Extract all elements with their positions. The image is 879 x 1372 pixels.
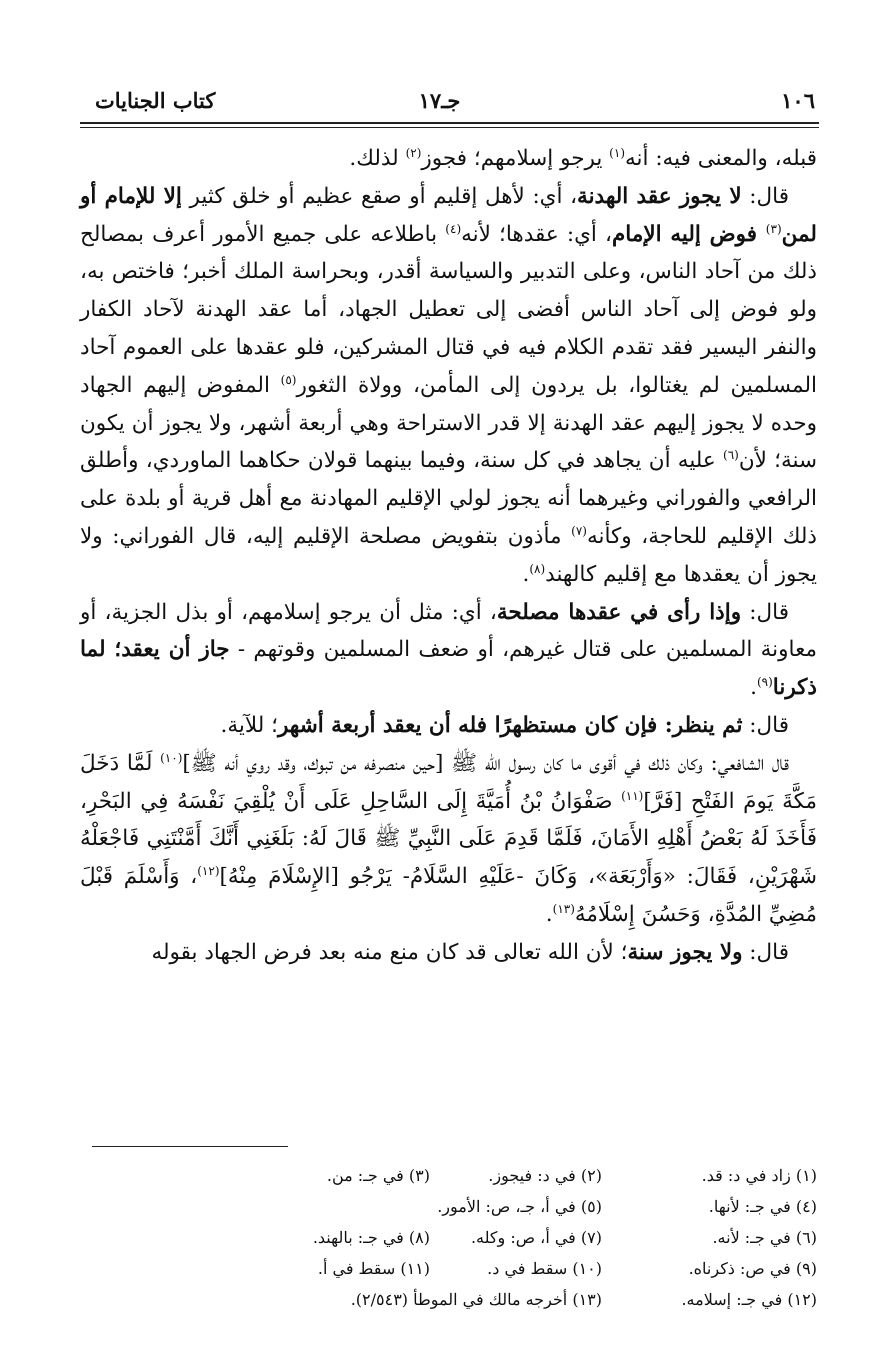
footnote: (١٠) سقط في د. <box>487 1259 602 1278</box>
commentary-text: يرجو إسلامهم؛ فجوز <box>421 146 610 171</box>
footnote-marker: (١١) <box>621 788 644 803</box>
commentary-text: . <box>545 901 553 927</box>
footnote-marker: (١٠) <box>160 750 183 765</box>
footnotes <box>57 1160 817 1315</box>
footnote: (١٣) أخرجه مالك في الموطأ (٢/٥٤٣). <box>350 1290 602 1309</box>
footnote-separator <box>92 1146 288 1147</box>
footnote-row <box>57 1284 817 1315</box>
page-number: ١٠٦ <box>781 88 815 113</box>
footnote-marker: (٢) <box>405 145 422 160</box>
footnote: (٣) في جـ: من. <box>326 1166 430 1185</box>
commentary-text: ، أي: لأهل إقليم أو صقع عظيم أو خلق كثير <box>181 183 578 209</box>
commentary-text: قبله، والمعنى فيه: أنه <box>625 146 817 171</box>
footnote-marker: (١٣) <box>552 901 575 916</box>
paragraph <box>80 745 817 934</box>
footnote: (٧) في أ، ص: وكله. <box>470 1228 602 1247</box>
matn-text: وإذا رأى في عقدها مصلحة <box>496 599 742 625</box>
commentary-text: ، وَأَسْلَمَ قَبْلَ مُضِيِّ المُدَّةِ، وَحَسُنَ إِسْلَامُهُ <box>80 864 817 927</box>
commentary-text: صَفْوَانُ بْنُ أُمَيَّةَ إِلَى السَّاحِلِ عَلَى أَنْ يُلْقِيَ نَفْسَهُ فِي البَحْرِ، فَأَخَذَ لَهُ بَعْضُ أَهْلِهِ الأَمَانَ، فَلَمَّا قَدِمَ عَلَى النَّبِيِّ ﷺ قَالَ لَهُ: بَلَغَنِي أَنَّكَ أَمَّنْتَنِي فَاجْعَلْهُ شَهْرَيْنِ، فَقَالَ: «وَأَرْبَعَة»، وَكَانَ -عَلَيْهِ السَّلَامُ- يَرْجُو [الإِسْلَامَ مِنْهُ] <box>80 788 817 890</box>
header-rule-thin <box>80 127 819 128</box>
matn-text: ثم ينظر: فإن كان مستظهرًا فله أن يعقد أربعة أشهر <box>277 712 743 738</box>
footnote-row <box>57 1222 817 1253</box>
commentary-text: ؛ لأن الله تعالى قد كان منع منه بعد فرض الجهاد بقوله <box>151 939 628 965</box>
footnote-marker: (٥) <box>280 372 297 387</box>
commentary-text: باطلاعه على جميع الأمور أعرف بمصالح ذلك من آحاد الناس، وعلى التدبير والسياسة أقدر، وبحراسة الملك أخبر؛ فاختص به، ولو فوض إلى آحاد الناس أفضى إلى تعطيل الجهاد، أما عقد الهدنة لآحاد الكفار والنفر اليسير فقد تقدم الكلام فيه في قتال المشركين، فلو عقدها على العموم آحاد المسلمين لم يغتالوا، بل يردون إلى المأمن، وولاة الثغور <box>80 221 817 398</box>
commentary-text: مأذون بتفويض مصلحة الإقليم إليه، قال الفوراني: ولا يجوز أن يعقدها مع إقليم كالهند <box>80 523 817 587</box>
footnote: (٤) في جـ: لأنها. <box>708 1197 817 1216</box>
footnote-marker: (١٢) <box>197 863 220 878</box>
footnote-row <box>57 1160 817 1191</box>
paragraph <box>80 140 817 178</box>
paragraph <box>80 594 817 707</box>
matn-text: إلا للإمام أو لمن <box>80 183 817 247</box>
commentary-text: المفوض إليهم الجهاد وحده لا يجوز إليهم عقد الهدنة إلا قدر الاستراحة وهي أربعة أشهر، ولا يجوز أن يكون سنة؛ لأن <box>80 372 818 474</box>
commentary-text: قال الشافعي: وكان ذلك في أقوى ما كان رسول الله ﷺ [حين منصرفه من تبوك، وقد روي أنه ﷺ] <box>182 750 789 776</box>
footnote: (٩) في ص: ذكرناه. <box>688 1259 817 1278</box>
commentary-text: ؛ للآية. <box>220 712 278 738</box>
footnote: (٦) في جـ: لأنه. <box>712 1228 817 1247</box>
commentary-text: عليه أن يجاهد في كل سنة، وفيما بينهما قولان حكاهما الماوردي، وأطلق الرافعي والفوراني وغيرهما أنه يجوز لولي الإقليم المهادنة مع أهل قرية أو بلدة على ذلك الإقليم للحاجة، وكأنه <box>80 448 817 549</box>
header-rule-thick <box>80 122 819 124</box>
footnote: (١١) سقط في أ. <box>317 1259 430 1278</box>
footnote: (٨) في جـ: بالهند. <box>312 1228 430 1247</box>
footnote-marker: (١) <box>609 145 625 160</box>
paragraph <box>80 707 817 745</box>
paragraph <box>80 934 817 972</box>
footnote-marker: (٧) <box>571 523 587 538</box>
footnote-row <box>57 1253 817 1284</box>
running-title: كتاب الجنايات <box>95 88 216 113</box>
commentary-text: قال: <box>742 939 789 965</box>
footnote-marker: (٣) <box>765 221 782 236</box>
matn-text: فوض إليه الإمام <box>611 221 766 247</box>
commentary-text: . <box>522 561 530 587</box>
matn-text: جاز أن يعقد؛ لما ذكرنا <box>80 637 817 701</box>
main-text <box>80 140 817 972</box>
footnote: (١) زاد في د: قد. <box>701 1166 817 1185</box>
matn-text: لا يجوز عقد الهدنة <box>577 183 742 209</box>
commentary-text: لذلك. <box>349 146 406 171</box>
footnote: (٢) في د: فيجوز. <box>488 1166 602 1185</box>
footnote <box>170 1191 430 1222</box>
commentary-text: قال: <box>742 712 789 738</box>
footnote-marker: (٤) <box>445 221 462 236</box>
commentary-text: . <box>750 675 757 701</box>
volume-label: جـ١٧ <box>418 88 461 113</box>
commentary-text: قال: <box>741 599 789 625</box>
footnote: (٥) في أ، جـ، ص: الأمور. <box>437 1197 602 1216</box>
commentary-text: ، أي: عقدها؛ لأنه <box>461 221 612 247</box>
footnote-marker: (٦) <box>723 448 739 463</box>
commentary-text: لَمَّا دَخَلَ مَكَّةَ يَومَ الفَتْحِ [فَرَّ] <box>80 750 817 814</box>
footnote-marker: (٨) <box>529 561 546 576</box>
paragraph <box>80 178 817 594</box>
commentary-text: ، أي: مثل أن يرجو إسلامهم، أو بذل الجزية، أو معاونة المسلمين على قتال غيرهم، أو ضعف المسلمين وقوتهم - <box>80 599 817 663</box>
footnote: (١٢) في جـ: إسلامه. <box>681 1290 817 1309</box>
matn-text: ولا يجوز سنة <box>627 939 743 965</box>
commentary-text: قال: <box>741 183 789 209</box>
footnote-marker: (٩) <box>756 675 773 689</box>
footnote-row <box>57 1191 817 1222</box>
